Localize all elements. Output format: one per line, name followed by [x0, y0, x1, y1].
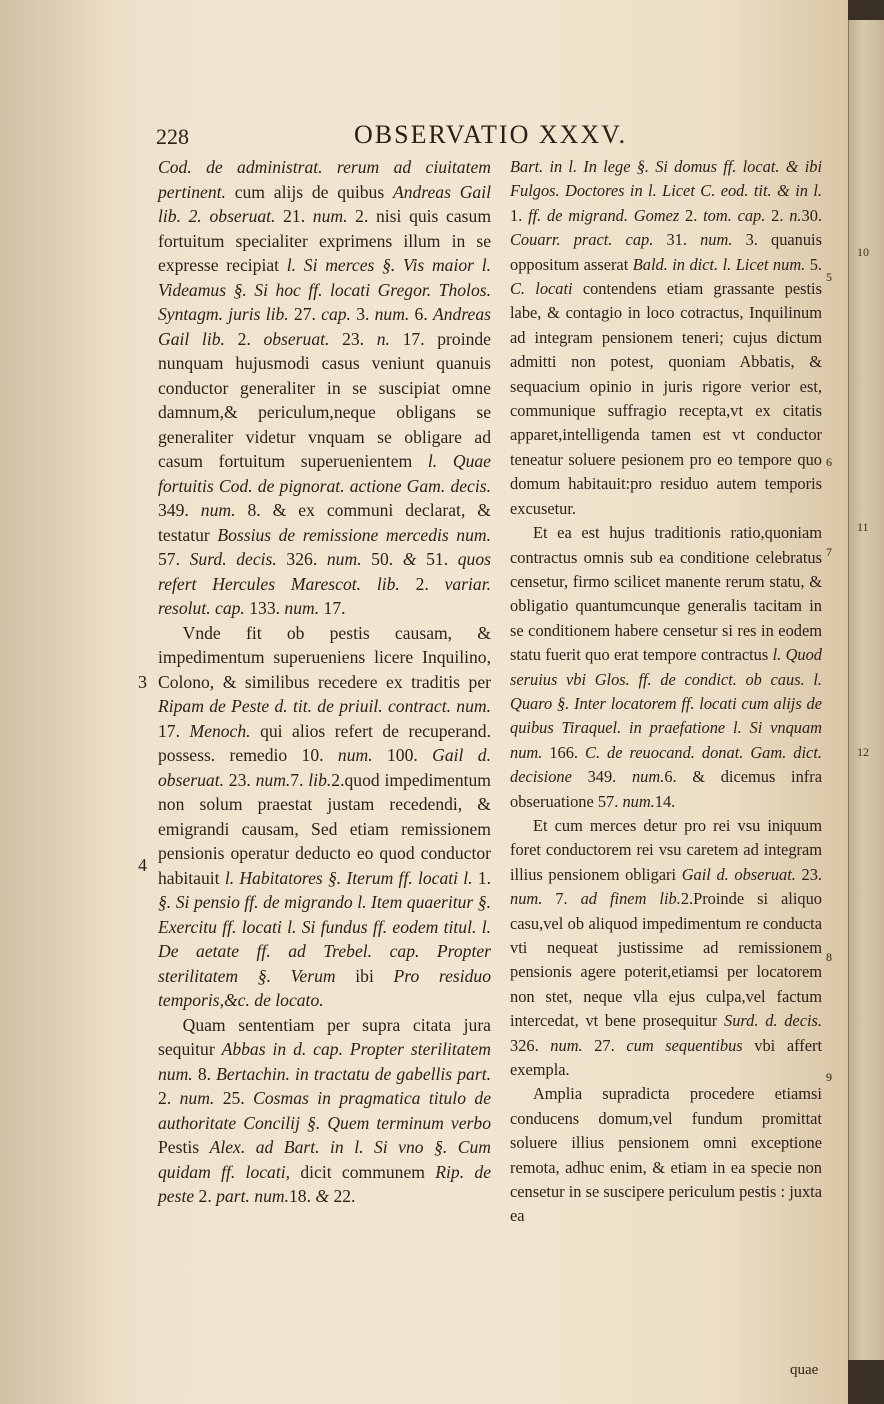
- margin-marker: 9: [826, 1070, 832, 1084]
- citation-text: C. locati: [510, 279, 573, 299]
- body-text: 2.quod impedimentum non solum praestat justam recedendi, & emigrandi causam, Sed etiam remissionem pensionis operatur deducto eo quod conductor habitauit: [158, 769, 491, 888]
- next-page-number: 12: [857, 745, 869, 759]
- citation-text: §. Si pensio ff. de migrando l. Item quaeritur §. Exercitu ff. locati l. Si fundus ff. eodem titul. l. De aetate ff. ad Trebel. cap. Propter sterilitatem §. Verum: [158, 892, 491, 986]
- body-text: cum alijs de quibus: [225, 181, 393, 202]
- margin-marker: 5: [826, 270, 832, 284]
- body-text: 22.: [329, 1186, 356, 1206]
- citation-text: Bossius de remissione mercedis num.: [217, 524, 491, 545]
- citation-text: variar. resolut. cap.: [158, 573, 492, 618]
- citation-text: Bart. in l. In lege §. Si domus ff. locat. & ibi Fulgos. Doctores in l. Licet C. eod. tit. & in l.: [510, 157, 822, 201]
- paragraph: [510, 155, 822, 521]
- citation-text: num.: [255, 769, 291, 790]
- citation-text: Surd. d. decis.: [724, 1011, 822, 1031]
- margin-marker: 4: [138, 855, 147, 875]
- catchword: quae: [790, 1362, 819, 1378]
- margin-marker: 3: [138, 672, 147, 692]
- body-text: 2.: [765, 205, 790, 225]
- body-text: 349.: [158, 500, 201, 520]
- paragraph: [510, 521, 822, 814]
- citation-text: quos refert Hercules Marescot. lib.: [158, 549, 491, 594]
- body-text: 30.: [801, 205, 823, 225]
- page-number: 228: [156, 124, 189, 149]
- citation-text: &: [402, 549, 417, 569]
- body-text: 14.: [654, 791, 676, 811]
- body-text: 7.: [542, 889, 581, 909]
- citation-text: num.: [179, 1088, 215, 1108]
- body-text: 8. & ex communi declarat, & testatur: [158, 500, 491, 545]
- paragraph: [510, 814, 822, 1082]
- margin-marker: 7: [826, 545, 832, 559]
- citation-text: part. num.: [216, 1186, 289, 1206]
- body-text: Amplia supradicta procedere etiamsi conducens domum,vel fundum promittat soluere illius pensionem omni exceptione remota, adhuc enim, & etiam in ea specie non censetur in se suscipere periculum pestis : juxta ea: [510, 1084, 822, 1226]
- paragraph: [158, 155, 491, 621]
- citation-text: Bald. in dict. l. Licet num.: [632, 254, 806, 274]
- body-text: 50.: [361, 549, 403, 569]
- citation-text: l. Habitatores §. Iterum ff. locati l.: [224, 867, 473, 888]
- body-text: Vnde fit ob pestis causam, & impedimentum superueniens licere Inquilino, Colono, & similibus recedere ex traditis per: [158, 622, 491, 692]
- body-text: 3. quanuis oppositum asserat: [510, 230, 822, 274]
- adjacent-page-edge: [848, 20, 884, 1360]
- citation-text: Andreas Gail lib.: [158, 304, 491, 349]
- body-text: 1.: [510, 205, 529, 225]
- body-text: 51.: [416, 549, 458, 569]
- citation-text: &: [315, 1186, 330, 1206]
- right-text-column: [510, 155, 822, 1229]
- citation-text: l. Quae fortuitis Cod. de pignorat. actione Gam. decis.: [158, 451, 491, 496]
- body-text: 2.: [194, 1186, 217, 1206]
- body-text: 23.: [795, 864, 822, 884]
- citation-text: num.: [200, 500, 236, 520]
- citation-text: lib.: [308, 769, 332, 790]
- body-text: 349.: [571, 767, 632, 787]
- citation-text: num.: [326, 549, 362, 569]
- citation-text: Menoch.: [189, 720, 251, 741]
- citation-text: Alex. ad Bart. in l. Si vno §. Cum quidam ff. locati,: [158, 1137, 491, 1182]
- body-text: contendens etiam grassante pestis labe, & contagio in loco cotractus, Inquilinum ad integram pensionem teneri; cujus dictum admitti non potest, quoniam Abbatis, & sequacium opinio in juris rigore verior est, communique suffragio recepta,vt ex citatis apparet,intelligenda tamen est vt conductor teneatur soluere pesionem pro eo tempore quo domum habitauit:pro residuo autem temporis excusetur.: [510, 279, 822, 518]
- body-text: 5.: [805, 254, 822, 274]
- body-text: 3.: [350, 304, 375, 324]
- paragraph: [510, 1082, 822, 1228]
- body-text: 27.: [288, 304, 322, 324]
- citation-text: obseruat.: [263, 328, 330, 349]
- citation-text: Cod. de administrat. rerum ad ciuitatem pertinent.: [158, 157, 491, 202]
- running-title: OBSERVATIO XXXV.: [354, 120, 628, 149]
- body-text: vbi affert exempla.: [510, 1035, 823, 1080]
- body-text: 57.: [158, 549, 190, 569]
- citation-text: ff. de migrand. Gomez: [528, 205, 680, 225]
- body-text: 27.: [582, 1035, 627, 1055]
- citation-text: num.: [510, 889, 543, 909]
- body-text: 2.: [679, 205, 704, 225]
- body-text: Pestis: [158, 1137, 210, 1157]
- citation-text: Abbas in d. cap. Propter sterilitatem num.: [158, 1039, 491, 1084]
- citation-text: num.: [631, 767, 665, 787]
- citation-text: Pro residuo temporis,&c. de locato.: [158, 965, 492, 1010]
- citation-text: Gail d. obseruat.: [681, 864, 796, 884]
- citation-text: Rip. de peste: [158, 1161, 492, 1206]
- citation-text: Andreas Gail lib. 2. obseruat.: [158, 181, 491, 226]
- body-text: Et cum merces detur pro rei vsu iniquum foret conductorem rei vsu caretem ad integram illius pensionem obligari: [510, 815, 822, 884]
- body-text: 6. & dicemus infra obseruatione 57.: [510, 767, 822, 811]
- body-text: 8.: [192, 1063, 217, 1084]
- citation-text: C. de reuocand. donat. Gam. dict. decisione: [510, 742, 822, 787]
- margin-marker: 8: [826, 950, 832, 964]
- body-text: 31.: [653, 230, 701, 250]
- body-text: 21.: [275, 206, 313, 226]
- citation-text: l. Quod seruius vbi Glos. ff. de condict. ob caus. l. Quaro §. Inter locatorem ff. locati cum alijs de quibus Tiraquel. in praefatione l. Si vnquam num.: [510, 645, 822, 762]
- body-text: 17. proinde nunquam hujusmodi casus veniunt quanuis conductor generaliter in se suscipiat omne damnum,& periculum,neque obligans se generaliter videtur vnquam se obligare ad casum fortuitum superuenientem: [158, 328, 491, 471]
- body-text: 133.: [244, 598, 285, 618]
- paragraph: [158, 1013, 491, 1209]
- citation-text: Surd. decis.: [189, 549, 277, 569]
- citation-text: num.: [337, 745, 373, 765]
- body-text: 17.: [319, 598, 346, 618]
- body-text: 23.: [223, 769, 256, 790]
- next-page-number: 11: [857, 520, 869, 534]
- citation-text: n.: [789, 205, 802, 225]
- next-page-number: 10: [857, 245, 869, 259]
- body-text: Quam sententiam per supra citata jura sequitur: [158, 1014, 491, 1059]
- citation-text: Gail d. obseruat.: [158, 745, 491, 790]
- body-text: 6.: [409, 304, 433, 324]
- body-text: dicit communem: [290, 1161, 436, 1182]
- body-text: Et ea est hujus traditionis ratio,quoniam contractus omnis sub ea conditione celebratus censetur, firmo scilicet manente rerum statu, & obligatio quantumcunque generalis tacitam in se conditionem habere censetur si res in eodem statu fuerit quo erat tempore contractus: [510, 523, 822, 665]
- citation-text: Couarr. pract. cap.: [510, 230, 654, 250]
- body-text: 25.: [214, 1088, 254, 1108]
- citation-text: ad finem lib.: [580, 889, 681, 909]
- citation-text: num.: [700, 230, 733, 250]
- body-text: 2.: [399, 573, 445, 594]
- body-text: 1.: [472, 867, 492, 888]
- body-text: 2.: [224, 328, 264, 349]
- body-text: 166.: [542, 742, 586, 762]
- body-text: 326.: [510, 1035, 551, 1055]
- body-text: qui alios refert de recuperand. possess. remedio 10.: [158, 720, 492, 765]
- citation-text: Cosmas in pragmatica titulo de authoritate Concilij §. Quem terminum verbo: [158, 1088, 491, 1133]
- citation-text: tom. cap.: [703, 205, 766, 225]
- body-text: 2.: [158, 1088, 180, 1108]
- citation-text: cap.: [321, 304, 351, 324]
- body-text: 100.: [372, 745, 433, 765]
- body-text: 2. nisi quis casum fortuitum specialiter exprimens illum in se expresse recipiat: [158, 206, 491, 275]
- body-text: 23.: [329, 328, 377, 349]
- body-text: 18.: [288, 1186, 316, 1206]
- citation-text: num.: [374, 304, 410, 324]
- body-text: 326.: [276, 549, 327, 569]
- paragraph: [158, 621, 491, 1013]
- page-header: [156, 120, 836, 154]
- citation-text: num.: [622, 791, 655, 811]
- left-text-column: [158, 155, 491, 1209]
- body-text: 2.Proinde si aliquo casu,vel ob aliquod impedimentum re conducta vti nequeat justissime ad remissionem pensionis agere poterit,etiamsi per locatorem non stet, neque vlla ejus culpa,vel factum intercedat, vt bene prosequitur: [510, 889, 822, 1031]
- citation-text: num.: [550, 1035, 583, 1055]
- citation-text: l. Si merces §. Vis maior l. Videamus §. Si hoc ff. locati Gregor. Tholos. Syntagm. juris lib.: [158, 255, 491, 324]
- body-text: ibi: [335, 965, 394, 986]
- citation-text: Bertachin. in tractatu de gabellis part.: [216, 1063, 491, 1084]
- citation-text: n.: [376, 328, 390, 349]
- body-text: 17.: [158, 720, 190, 741]
- citation-text: num.: [284, 598, 320, 618]
- body-text: 7.: [290, 769, 309, 790]
- citation-text: cum sequentibus: [626, 1035, 743, 1055]
- citation-text: Ripam de Peste d. tit. de priuil. contract. num.: [158, 696, 491, 716]
- citation-text: num.: [312, 206, 348, 226]
- margin-marker: 6: [826, 455, 832, 469]
